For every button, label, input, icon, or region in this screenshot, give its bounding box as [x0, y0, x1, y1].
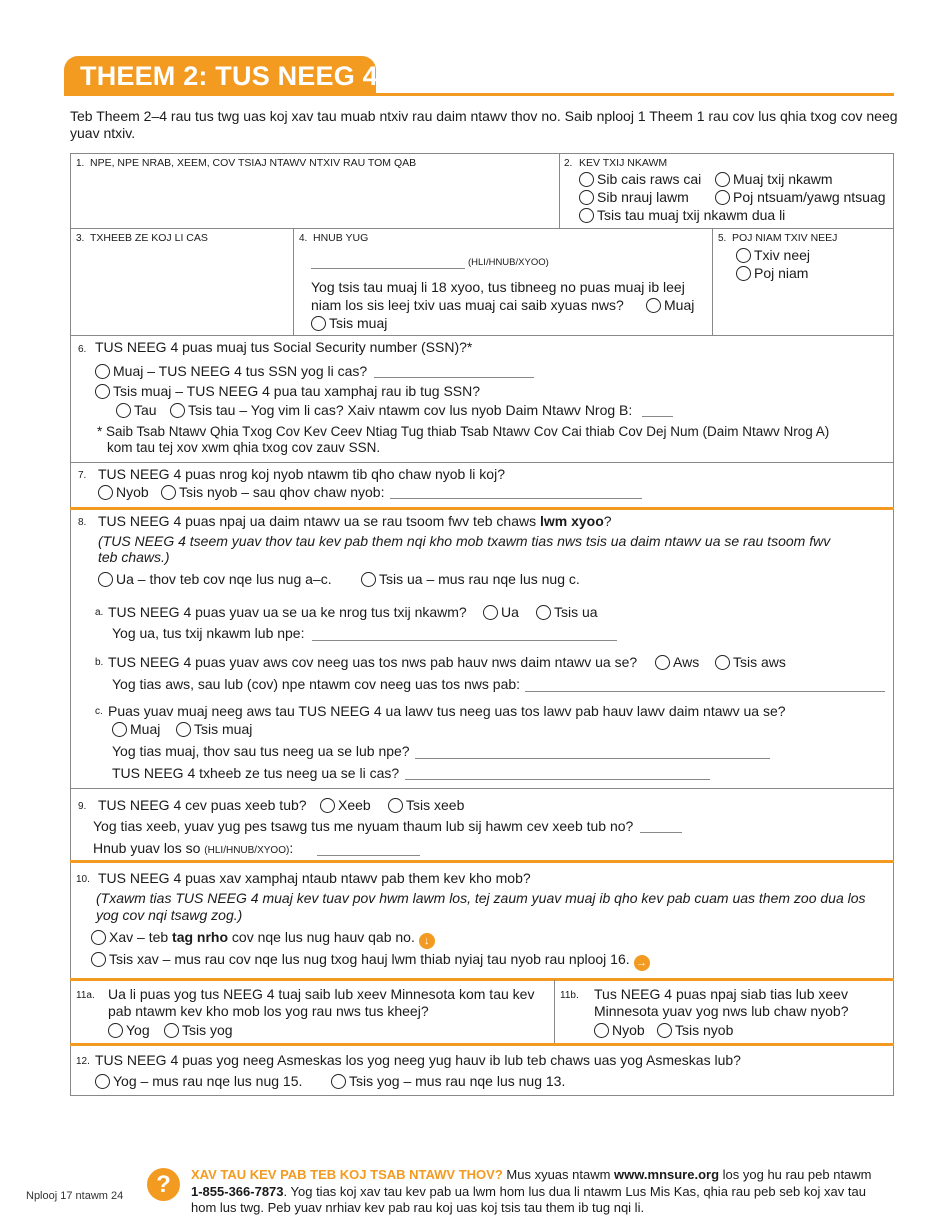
radio-button[interactable] — [736, 248, 751, 263]
q4-number: 4. — [299, 233, 308, 244]
row-divider — [70, 788, 894, 789]
section-title: THEEM 2: TUS NEEG 4 — [80, 61, 378, 91]
q9-follow: Yog tias xeeb, yuav yug pes tsawg tus me nyuam thaum lub sij hawm cev xeeb tub no? — [93, 818, 634, 834]
q8a-option-yes[interactable]: Ua — [483, 604, 519, 620]
q9-babies-count-input[interactable] — [640, 832, 682, 833]
radio-button[interactable] — [579, 208, 594, 223]
radio-button[interactable] — [176, 722, 191, 737]
q2-option-widowed[interactable]: Poj ntsuam/yawg ntsuag — [715, 189, 886, 205]
q8c-letter: c. — [95, 706, 103, 717]
radio-button[interactable] — [646, 298, 661, 313]
q11a-option-yes[interactable]: Yog — [108, 1022, 150, 1038]
col-divider — [554, 980, 555, 1043]
q7-option-yes[interactable]: Nyob — [98, 484, 149, 500]
q8b-letter: b. — [95, 657, 104, 668]
q8b-option-no[interactable]: Tsis aws — [715, 654, 786, 670]
radio-button[interactable] — [715, 655, 730, 670]
q8a-letter: a. — [95, 607, 104, 618]
radio-button[interactable] — [388, 798, 403, 813]
q7-question: TUS NEEG 4 puas nrog koj nyob ntawm tib qho chaw nyob li koj? — [98, 466, 505, 482]
intro-text: Teb Theem 2–4 rau tus twg uas koj xav tau muab ntxiv rau daim ntawv thov no. Saib nplooj 1 Theem 1 rau cov lus qhia txog cov neeg yuav ntxiv. — [70, 108, 898, 141]
q2-option-married[interactable]: Muaj txij nkawm — [715, 171, 833, 187]
q4-guardian-question-2: niam los sis leej txiv uas muaj cai saib xyuas nws? — [311, 297, 624, 313]
q9-number: 9. — [78, 801, 87, 812]
radio-button[interactable] — [655, 655, 670, 670]
radio-button[interactable] — [112, 722, 127, 737]
q4-option-no[interactable]: Tsis muaj — [311, 315, 387, 331]
q8-note: (TUS NEEG 4 tseem yuav thov tau kev pab them nqi kho mob txawm tias nws tsis ua daim ntawv ua se rau tsoom fwv — [98, 533, 831, 549]
radio-button[interactable] — [98, 485, 113, 500]
q8b-dependents-input[interactable] — [525, 691, 885, 692]
help-text: XAV TAU KEV PAB TEB KOJ TSAB NTAWV THOV? Mus xyuas ntawm www.mnsure.org los yog hu rau peb ntawm 1-855-366-7873. Yog tias koj xav tau kev pab ua lwm hom lus dua li ntawm Lus Mis Kas, qhia rau peb seb koj xav tau hom lus twg. Peb yuav nrhiav kev pab rau koj uas koj tsis tau them ib tug nqi li. — [191, 1167, 872, 1215]
q12-question: TUS NEEG 4 puas yog neeg Asmeskas los yog neeg yug hauv ib lub teb chaws uas yog Asmeskas lub? — [95, 1052, 741, 1068]
q9-due-date-input[interactable] — [317, 855, 420, 856]
q2-option-separated[interactable]: Sib cais raws cai — [579, 171, 701, 187]
q6-sub-option-no[interactable]: Tsis tau – Yog vim li cas? Xaiv ntawm cov lus nyob Daim Ntawv Nrog B: — [170, 402, 632, 418]
q8a-option-no[interactable]: Tsis ua — [536, 604, 598, 620]
q10-number: 10. — [76, 874, 90, 885]
q7-number: 7. — [78, 470, 87, 481]
radio-button[interactable] — [116, 403, 131, 418]
q8-note-2: teb chaws.) — [98, 549, 170, 565]
page-number: Nplooj 17 ntawm 24 — [26, 1190, 124, 1202]
q8a-follow: Yog ua, tus txij nkawm lub npe: — [112, 625, 305, 641]
q9-option-no[interactable]: Tsis xeeb — [388, 797, 464, 813]
q11a-question-2: pab ntawm kev kho mob los yog rau nws tus kheej? — [108, 1003, 429, 1019]
radio-button[interactable] — [579, 172, 594, 187]
radio-button[interactable] — [161, 485, 176, 500]
q10-option-yes[interactable]: Xav – teb tag nrho cov nqe lus nug hauv qab no. ↓ — [91, 929, 435, 949]
radio-button[interactable] — [579, 190, 594, 205]
q8c-follow-1: Yog tias muaj, thov sau tus neeg ua se lub npe? — [112, 743, 410, 759]
q12-option-no[interactable]: Tsis yog – mus rau nqe lus nug 13. — [331, 1073, 565, 1089]
section-header-rule — [64, 93, 894, 96]
q8b-option-yes[interactable]: Aws — [655, 654, 699, 670]
q1-label: NPE, NPE NRAB, XEEM, COV TSIAJ NTAWV NTXIV RAU TOM QAB — [90, 157, 417, 169]
q2-option-divorced[interactable]: Sib nrauj lawm — [579, 189, 689, 205]
q11b-option-no[interactable]: Tsis nyob — [657, 1022, 733, 1038]
radio-button[interactable] — [164, 1023, 179, 1038]
radio-button[interactable] — [657, 1023, 672, 1038]
q2-option-never-married[interactable]: Tsis tau muaj txij nkawm dua li — [579, 207, 785, 223]
q8c-relationship-input[interactable] — [405, 779, 710, 780]
q6-question: TUS NEEG 4 puas muaj tus Social Security number (SSN)?* — [95, 339, 473, 355]
q1-number: 1. — [76, 158, 85, 169]
q11b-question: Tus NEEG 4 puas npaj siab tias lub xeev — [594, 986, 848, 1002]
q8-option-yes[interactable]: Ua – thov teb cov nqe lus nug a–c. — [98, 571, 332, 587]
question-mark-icon: ? — [147, 1168, 180, 1201]
phone-number: 1-855-366-7873 — [191, 1183, 284, 1199]
q3-label: TXHEEB ZE KOJ LI CAS — [90, 232, 208, 244]
q8b-question: TUS NEEG 4 puas yuav aws cov neeg uas tos nws pab hauv nws daim ntawv ua se? — [108, 654, 638, 670]
q8-number: 8. — [78, 517, 87, 528]
q6-option-no[interactable]: Tsis muaj – TUS NEEG 4 pua tau xamphaj rau ib tug SSN? — [95, 383, 480, 399]
q6-footnote: * Saib Tsab Ntawv Qhia Txog Cov Kev Ceev Ntiag Tug thiab Tsab Ntawv Cov Cai thiab Cov Dej Num (Daim Ntawv Nrog A) — [97, 424, 830, 439]
row-divider — [70, 335, 894, 336]
radio-button[interactable] — [320, 798, 335, 813]
radio-button[interactable] — [715, 190, 730, 205]
q3-relationship-field[interactable] — [72, 248, 291, 333]
q3-number: 3. — [76, 233, 85, 244]
col-divider — [293, 228, 294, 335]
row-divider-accent — [70, 1043, 894, 1046]
q6-sub-option-yes[interactable]: Tau — [116, 402, 157, 418]
row-divider-accent — [70, 860, 894, 863]
q11a-number: 11a. — [76, 990, 95, 1001]
radio-button[interactable] — [95, 364, 110, 379]
col-divider — [712, 228, 713, 335]
arrow-down-icon: ↓ — [419, 933, 435, 949]
radio-button[interactable] — [736, 266, 751, 281]
q8c-option-yes[interactable]: Muaj — [112, 721, 160, 737]
website-link[interactable]: www.mnsure.org — [614, 1167, 720, 1182]
q8b-follow: Yog tias aws, sau lub (cov) npe ntawm cov neeg uas tos nws pab: — [112, 676, 521, 692]
q4-option-yes[interactable]: Muaj — [646, 297, 694, 313]
q9-option-yes[interactable]: Xeeb — [320, 797, 371, 813]
radio-button[interactable] — [98, 572, 113, 587]
q8c-taxpayer-name-input[interactable] — [415, 758, 770, 759]
q5-number: 5. — [718, 233, 727, 244]
radio-button[interactable] — [483, 605, 498, 620]
q4-date-format: (HLI/HNUB/XYOO) — [468, 257, 549, 268]
q11a-option-no[interactable]: Tsis yog — [164, 1022, 233, 1038]
arrow-right-icon: → — [634, 955, 650, 971]
q6-reason-input[interactable] — [642, 416, 673, 417]
q7-address-input[interactable] — [390, 498, 642, 499]
row-divider — [70, 462, 894, 463]
radio-button[interactable] — [311, 316, 326, 331]
radio-button[interactable] — [715, 172, 730, 187]
q11b-number: 11b. — [560, 990, 579, 1001]
radio-button[interactable] — [91, 930, 106, 945]
q6-option-yes[interactable]: Muaj – TUS NEEG 4 tus SSN yog li cas? — [95, 363, 367, 379]
radio-button[interactable] — [361, 572, 376, 587]
radio-button[interactable] — [594, 1023, 609, 1038]
q6-ssn-input[interactable] — [374, 377, 534, 378]
q8c-follow-2: TUS NEEG 4 txheeb ze tus neeg ua se li cas? — [112, 765, 400, 781]
q5-option-male[interactable]: Txiv neej — [736, 247, 810, 263]
radio-button[interactable] — [331, 1074, 346, 1089]
q2-number: 2. — [564, 158, 573, 169]
q9-question: TUS NEEG 4 cev puas xeeb tub? — [98, 797, 307, 813]
row-divider-accent — [70, 507, 894, 510]
q10-note: (Txawm tias TUS NEEG 4 muaj kev tuav pov hwm lawm los, tej zaum yuav muaj ib qho kev pab cuam uas them zoo dua los — [96, 890, 866, 906]
q8c-option-no[interactable]: Tsis muaj — [176, 721, 252, 737]
radio-button[interactable] — [95, 1074, 110, 1089]
q8a-question: TUS NEEG 4 puas yuav ua se ua ke nrog tus txij nkawm? — [108, 604, 467, 620]
radio-button[interactable] — [108, 1023, 123, 1038]
q12-number: 12. — [76, 1056, 90, 1067]
radio-button[interactable] — [95, 384, 110, 399]
radio-button[interactable] — [170, 403, 185, 418]
radio-button[interactable] — [536, 605, 551, 620]
q5-label: POJ NIAM TXIV NEEJ — [732, 232, 838, 244]
q11a-question: Ua li puas yog tus NEEG 4 tuaj saib lub xeev Minnesota kom tau kev — [108, 986, 535, 1002]
q12-option-yes[interactable]: Yog – mus rau nqe lus nug 15. — [95, 1073, 302, 1089]
row-divider — [70, 228, 894, 229]
q6-footnote-2: kom tau tej xov xwm qhia txog cov zauv SSN. — [107, 440, 381, 455]
q8c-question: Puas yuav muaj neeg aws tau TUS NEEG 4 ua lawv tus neeg uas tos lawv pab hauv lawv daim ntawv ua se? — [108, 703, 786, 719]
q4-guardian-question: Yog tsis tau muaj li 18 xyoo, tus tibneeg no puas muaj ib leej — [311, 279, 685, 295]
q6-number: 6. — [78, 344, 87, 355]
q4-label: HNUB YUG — [313, 232, 369, 244]
q2-label: KEV TXIJ NKAWM — [579, 157, 668, 169]
q8-option-no[interactable]: Tsis ua – mus rau nqe lus nug c. — [361, 571, 580, 587]
q4-birthdate-input[interactable] — [311, 268, 465, 269]
q5-option-female[interactable]: Poj niam — [736, 265, 808, 281]
q10-question: TUS NEEG 4 puas xav xamphaj ntaub ntawv pab them kev kho mob? — [98, 870, 531, 886]
q7-option-no[interactable]: Tsis nyob – sau qhov chaw nyob: — [161, 484, 384, 500]
q11b-question-2: Minnesota yuav yog nws lub chaw nyob? — [594, 1003, 849, 1019]
q8a-spouse-name-input[interactable] — [312, 640, 617, 641]
q10-note-2: yog cov nqi tsawg zog.) — [96, 907, 243, 923]
q8-question: TUS NEEG 4 puas npaj ua daim ntawv ua se rau tsoom fwv teb chaws lwm xyoo? — [98, 513, 612, 529]
col-divider — [559, 153, 560, 228]
radio-button[interactable] — [91, 952, 106, 967]
q9-due-date: Hnub yuav los so (HLI/HNUB/XYOO): — [93, 840, 294, 856]
q11b-option-yes[interactable]: Nyob — [594, 1022, 645, 1038]
q1-name-field[interactable] — [72, 172, 557, 226]
q10-option-no[interactable]: Tsis xav – mus rau cov nqe lus nug txog hauj lwm thiab nyiaj tau nyob rau nplooj 16. → — [91, 951, 650, 971]
row-divider-accent — [70, 978, 894, 981]
